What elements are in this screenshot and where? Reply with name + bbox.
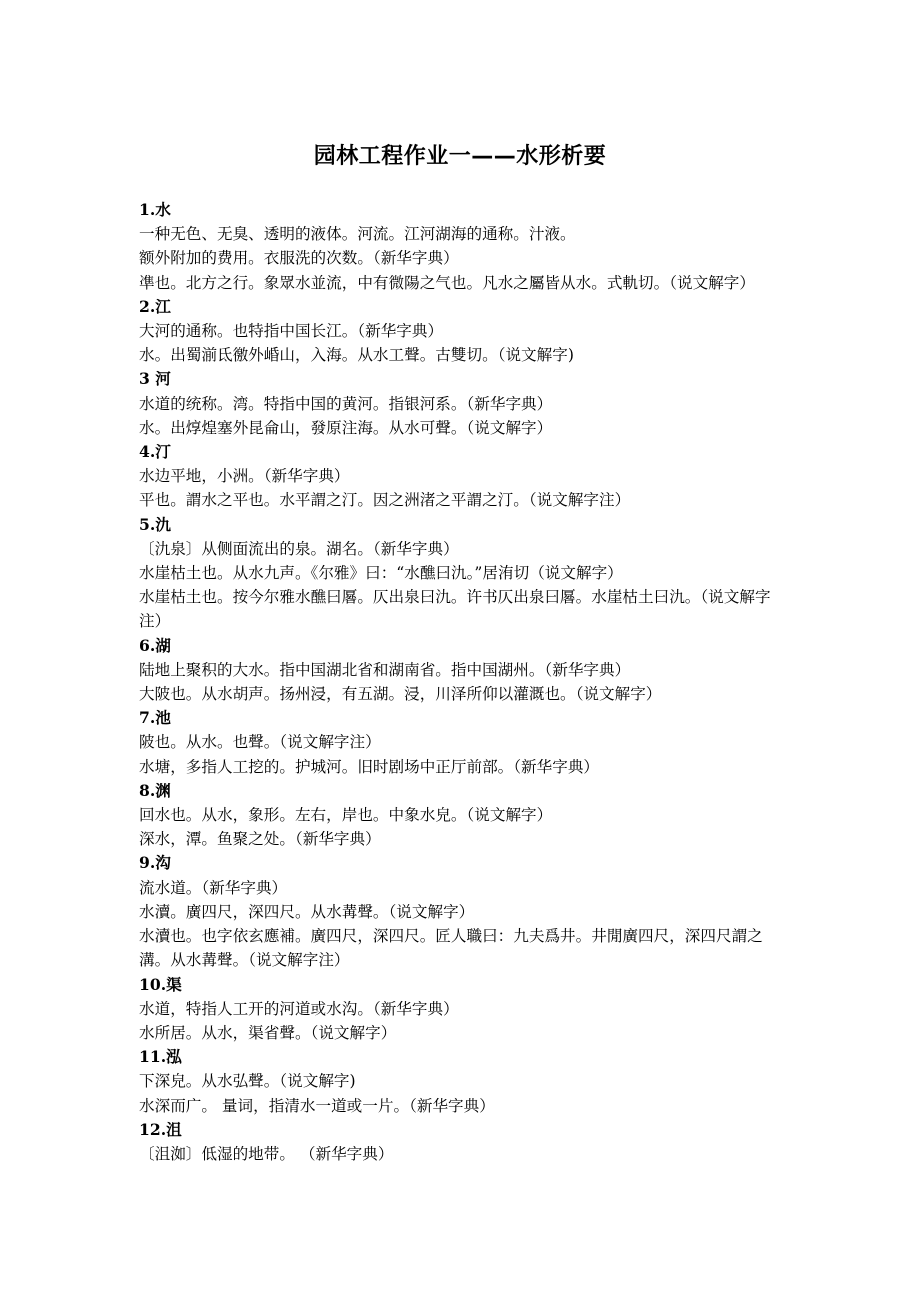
entry-definition-line: 大陂也。从水胡声。扬州浸，有五湖。浸，川泽所仰以灌溉也。（说文解字） [139, 685, 662, 704]
entry-section [139, 851, 789, 972]
entry-definition-line: 水道的统称。湾。特指中国的黄河。指银河系。（新华字典） [139, 394, 553, 413]
entry-definition-line: 水所居。从水，渠省聲。（说文解字） [139, 1023, 397, 1042]
entry-heading: 9.沟 [139, 853, 171, 873]
entry-heading: 11.泓 [139, 1047, 182, 1067]
entry-section [139, 440, 789, 513]
entry-definition-line: 回水也。从水，象形。左右，岸也。中象水皃。（说文解字） [139, 806, 553, 825]
entry-heading: 12.沮 [139, 1119, 182, 1139]
entry-definition-line: 〔氿泉〕从侧面流出的泉。湖名。（新华字典） [139, 539, 459, 558]
document-title: 园林工程作业一——水形析要 [313, 144, 607, 169]
entry-heading: 8.渊 [139, 780, 171, 800]
entry-heading: 5.氿 [139, 514, 171, 534]
entry-definition-line: 水边平地，小洲。（新华字典） [139, 467, 350, 486]
entry-definition-line: 水。出蜀湔氐徼外崏山，入海。从水工聲。古雙切。（说文解字) [139, 346, 574, 365]
entry-section [139, 198, 789, 295]
entry-definition-line: 陂也。从水。也聲。（说文解字注） [139, 733, 381, 752]
entry-definition-line: 水崖枯土也。按今尔雅水醮曰厬。仄出泉曰氿。许书仄出泉曰厬。水崖枯土曰氿。（说文解字注） [139, 588, 771, 631]
entry-definition-line: 水。出焞煌塞外昆侖山，發原注海。从水可聲。（说文解字） [139, 418, 553, 437]
entry-definition-line: 水瀆。廣四尺，深四尺。从水冓聲。（说文解字） [139, 902, 475, 921]
entry-heading: 10.渠 [139, 974, 182, 994]
entry-section [139, 295, 789, 368]
entry-section [139, 367, 789, 440]
entry-definition-line: 水崖枯土也。从水九声。《尔雅》曰：“水醮曰氿。”居洧切（说文解字） [139, 564, 623, 583]
entry-heading: 6.湖 [139, 635, 171, 655]
entry-definition-line: 一种无色、无臭、透明的液体。河流。江河湖海的通称。汁液。 [139, 225, 576, 244]
entry-definition-line: 下深皃。从水弘聲。（说文解字) [139, 1072, 356, 1091]
entry-definition-line: 水塘，多指人工挖的。护城河。旧时剧场中正厅前部。（新华字典） [139, 757, 600, 776]
entry-definition-line: 额外附加的费用。衣服洗的次数。（新华字典） [139, 249, 459, 268]
entry-definition-line: 流水道。（新华字典） [139, 878, 288, 897]
entry-definition-line: 水瀆也。也字依玄應補。廣四尺，深四尺。匠人職曰：九夫爲井。井閒廣四尺，深四尺謂之溝。从水冓聲。（说文解字注） [139, 927, 763, 970]
entry-section [139, 513, 789, 634]
entry-definition-line: 〔沮洳〕低湿的地带。 （新华字典） [139, 1144, 394, 1163]
entry-definition-line: 大河的通称。也特指中国长江。（新华字典） [139, 322, 444, 341]
entry-section [139, 706, 789, 779]
entry-definition-line: 陆地上聚积的大水。指中国湖北省和湖南省。指中国湖州。（新华字典） [139, 660, 631, 679]
entry-definition-line: 凖也。北方之行。象眾水並流，中有微陽之气也。凡水之屬皆从水。式軌切。（说文解字） [139, 273, 755, 292]
entry-definition-line: 深水，潭。鱼聚之处。（新华字典） [139, 830, 381, 849]
entry-definition-line: 水道，特指人工开的河道或水沟。（新华字典） [139, 999, 459, 1018]
entry-section [139, 1045, 789, 1118]
entry-heading: 2.江 [139, 296, 171, 316]
entry-section [139, 973, 789, 1046]
entry-heading: 4.汀 [139, 442, 171, 462]
entry-definition-line: 平也。謂水之平也。水平謂之汀。因之洲渚之平謂之汀。（说文解字注） [139, 491, 631, 510]
entry-heading: 1.水 [139, 200, 171, 219]
entry-section [139, 634, 789, 707]
entry-heading: 3 河 [139, 369, 171, 389]
document-body [139, 198, 789, 1166]
entry-definition-line: 水深而广。 量词，指清水一道或一片。（新华字典） [139, 1096, 495, 1115]
entry-section [139, 779, 789, 852]
entry-heading: 7.池 [139, 708, 171, 728]
entry-section [139, 1118, 789, 1166]
